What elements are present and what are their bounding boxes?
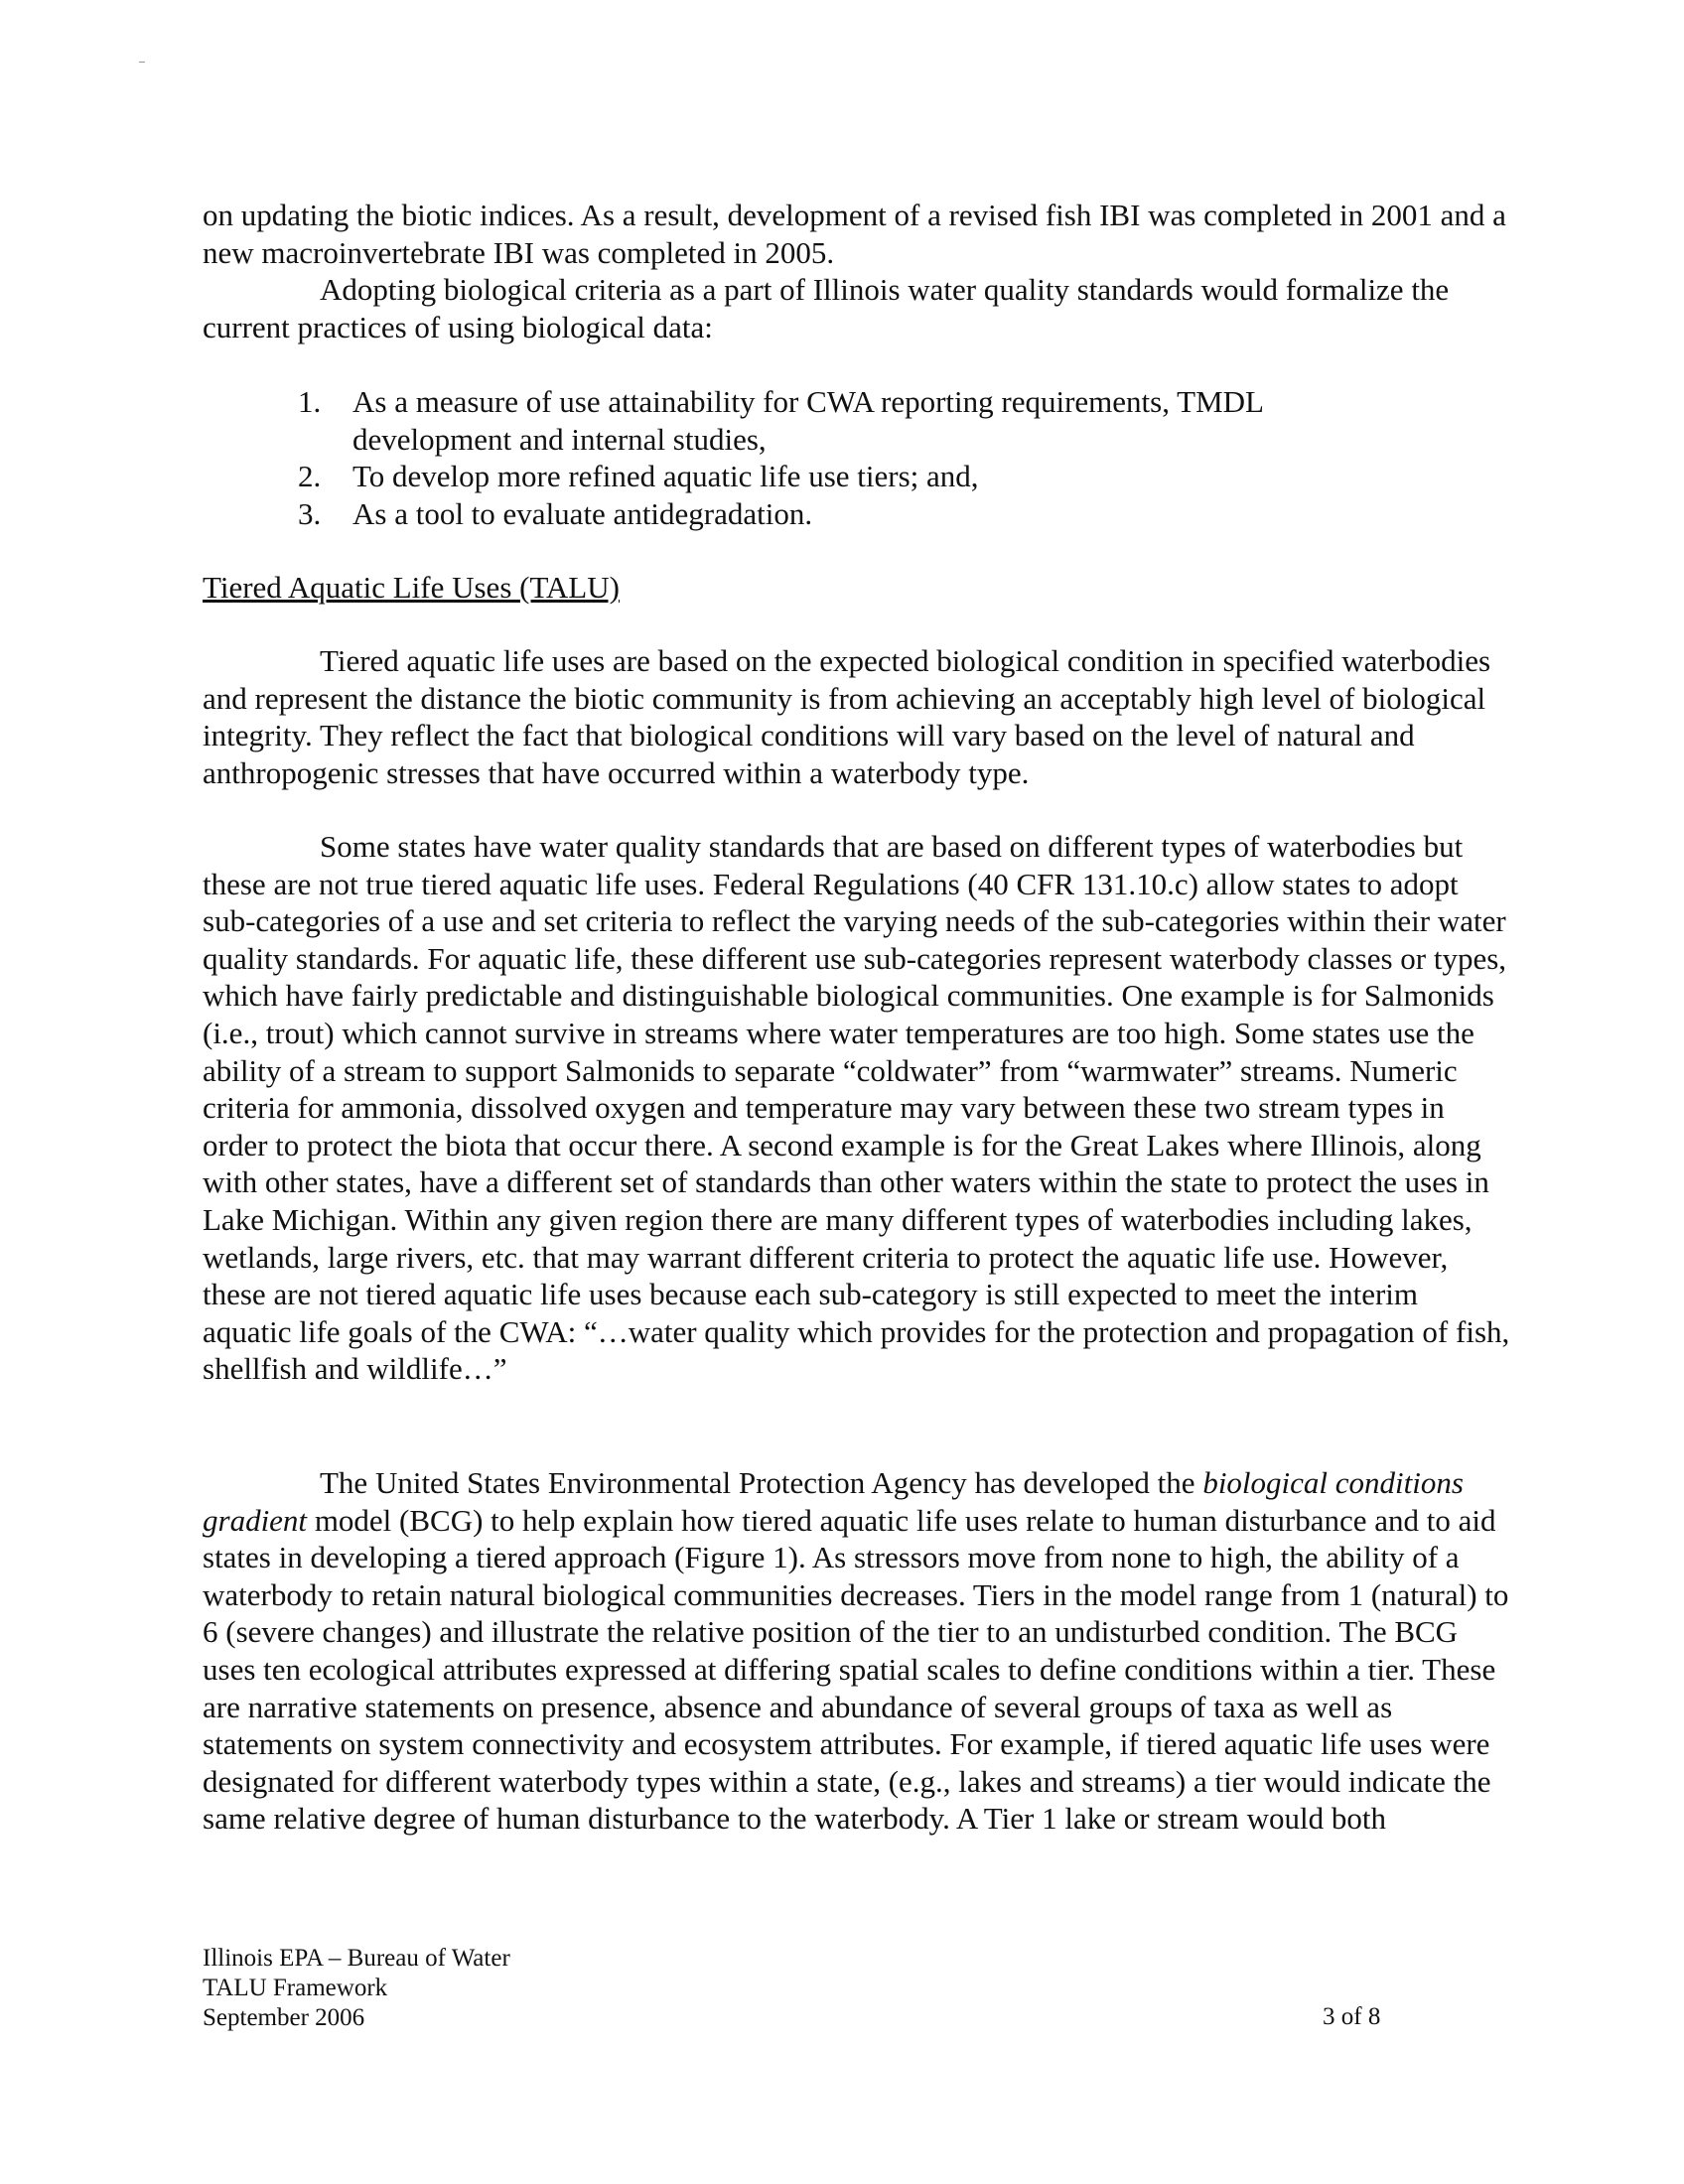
scan-mark [139,62,145,63]
section-paragraph-2: Some states have water quality standards that are based on different types of waterbodies but these are not true tiered aquatic life uses. Federal Regulations (40 CFR 131.10.c) allow states to adopt sub-categories of a use and set criteria to reflect the varying needs of the sub-categories within their water quality standards. For aquatic life, these different use sub-categories represent waterbody classes or types, which have fairly predictable and distinguishable biological communities. One example is for Salmonids (i.e., trout) which cannot survive in streams where water temperatures are too high. Some states use the ability of a stream to support Salmonids to separate “coldwater” from “warmwater” streams. Numeric criteria for ammonia, dissolved oxygen and temperature may vary between these two stream types in order to protect the biota that occur there. A second example is for the Great Lakes where Illinois, along with other states, have a different set of standards than other waters within the state to protect the uses in Lake Michigan. Within any given region there are many different types of waterbodies including lakes, wetlands, large rivers, etc. that may warrant different criteria to protect the aquatic life use. However, these are not tiered aquatic life uses because each sub-category is still expected to meet the interim aquatic life goals of the CWA: “…water quality which provides for the protection and propagation of fish, shellfish and wildlife…” [203,829,1510,1387]
section-paragraph-3 [203,1464,1513,1838]
intro-paragraph-1: on updating the biotic indices. As a result, development of a revised fish IBI was completed in 2001 and a new macroinvertebrate IBI was completed in 2005. [203,198,1506,270]
numbered-list [298,383,1410,532]
list-item-number: 1. [298,384,322,419]
footer [203,1944,510,2033]
list-item-number: 2. [298,459,322,494]
footer-doc-title: TALU Framework [203,1975,388,2001]
list-item-text: As a measure of use attainability for CWA reporting requirements, TMDL development and internal studies, [352,384,1263,457]
section-paragraph-1: Tiered aquatic life uses are based on the expected biological condition in specified waterbodies and represent the distance the biotic community is from achieving an acceptably high level of biological integrity. They reflect the fact that biological conditions will vary based on the level of natural and anthropogenic stresses that have occurred within a waterbody type. [203,643,1491,790]
intro-block [203,197,1513,345]
list-item [298,495,1410,533]
page-number: 3 of 8 [1323,2003,1381,2030]
paragraph-3-lead: The United States Environmental Protection Agency has developed the [320,1465,1203,1500]
footer-date: September 2006 [203,2004,365,2031]
section-heading: Tiered Aquatic Life Uses (TALU) [203,570,620,605]
list-item-number: 3. [298,495,322,531]
list-item [298,383,1410,458]
list-item-text: As a tool to evaluate antidegradation. [352,495,813,531]
intro-paragraph-2: Adopting biological criteria as a part of Illinois water quality standards would formalize the current practices of using biological data: [203,272,1450,344]
list-item-text: To develop more refined aquatic life use tiers; and, [352,459,979,494]
list-item [298,458,1410,495]
italic-term: biological conditions gradient [203,1465,1464,1538]
paragraph-3-body: model (BCG) to help explain how tiered aquatic life uses relate to human disturbance and to aid states in developing a tiered approach (Figure 1). As stressors move from none to high, the ability of a waterbody to retain natural biological communities decreases. Tiers in the model range from 1 (natural) to 6 (severe changes) and illustrate the relative position of the tier to an undisturbed condition. The BCG uses ten ecological attributes expressed at differing spatial scales to define conditions within a tier. These are narrative statements on presence, absence and abundance of several groups of taxa as well as statements on system connectivity and ecosystem attributes. For example, if tiered aquatic life uses were designated for different waterbody types within a state, (e.g., lakes and streams) a tier would indicate the same relative degree of human disturbance to the waterbody. A Tier 1 lake or stream would both [203,1502,1509,1837]
footer-agency: Illinois EPA – Bureau of Water [203,1945,510,1972]
